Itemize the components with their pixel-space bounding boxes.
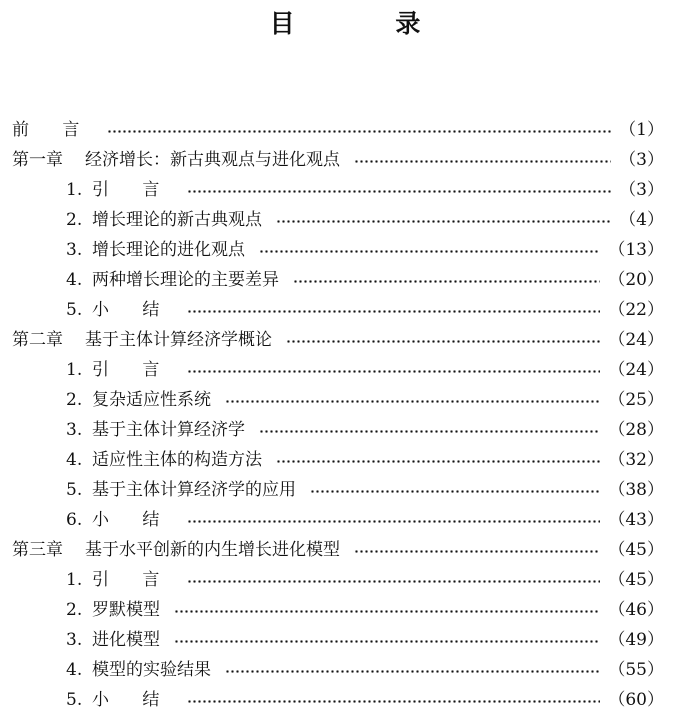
toc-row-section[interactable] bbox=[12, 447, 664, 473]
section-number: 2. bbox=[66, 600, 83, 620]
toc-label: 小 结 bbox=[92, 690, 174, 710]
dot-leader bbox=[107, 130, 611, 133]
toc-row-section[interactable] bbox=[12, 207, 664, 233]
toc-label: 前 言 bbox=[12, 120, 94, 140]
toc-row-chapter[interactable] bbox=[12, 327, 664, 353]
toc-label: 经济增长：新古典观点与进化观点 bbox=[85, 150, 340, 170]
toc-row-section[interactable] bbox=[12, 417, 664, 443]
dot-leader bbox=[174, 640, 600, 643]
section-number: 6. bbox=[66, 510, 83, 530]
toc-page-number: （1） bbox=[619, 120, 664, 140]
section-number: 1. bbox=[66, 180, 83, 200]
toc-label: 增长理论的进化观点 bbox=[92, 240, 245, 260]
toc-label: 小 结 bbox=[92, 510, 174, 530]
toc-page-number: （38） bbox=[608, 480, 664, 500]
toc-label: 基于主体计算经济学 bbox=[92, 420, 245, 440]
toc-row-section[interactable] bbox=[12, 177, 664, 203]
toc-page-number: （3） bbox=[619, 180, 664, 200]
toc-page-number: （25） bbox=[608, 390, 664, 410]
section-number: 5. bbox=[66, 480, 83, 500]
toc-page-number: （32） bbox=[608, 450, 664, 470]
toc-label: 增长理论的新古典观点 bbox=[92, 210, 262, 230]
toc-row-section[interactable] bbox=[12, 687, 664, 713]
section-number: 4. bbox=[66, 270, 83, 290]
toc-page-number: （4） bbox=[619, 210, 664, 230]
toc-page-number: （20） bbox=[608, 270, 664, 290]
section-number: 5. bbox=[66, 690, 83, 710]
toc-page-number: （46） bbox=[608, 600, 664, 620]
dot-leader bbox=[187, 700, 600, 703]
chapter-number: 第一章 bbox=[12, 150, 63, 170]
dot-leader bbox=[259, 430, 600, 433]
section-number: 2. bbox=[66, 390, 83, 410]
dot-leader bbox=[259, 250, 600, 253]
dot-leader bbox=[276, 460, 600, 463]
toc-label: 基于水平创新的内生增长进化模型 bbox=[85, 540, 340, 560]
toc-label: 进化模型 bbox=[92, 630, 160, 650]
toc-row-section[interactable] bbox=[12, 267, 664, 293]
toc-row-chapter[interactable] bbox=[12, 537, 664, 563]
toc-row-section[interactable] bbox=[12, 387, 664, 413]
dot-leader bbox=[354, 160, 611, 163]
toc-page-number: （60） bbox=[608, 690, 664, 710]
section-number: 1. bbox=[66, 360, 83, 380]
dot-leader bbox=[187, 370, 600, 373]
toc-label: 小 结 bbox=[92, 300, 174, 320]
toc-page-number: （13） bbox=[608, 240, 664, 260]
section-number: 4. bbox=[66, 450, 83, 470]
toc-label: 基于主体计算经济学的应用 bbox=[92, 480, 296, 500]
dot-leader bbox=[187, 310, 600, 313]
page-title: 目 录 bbox=[269, 9, 467, 38]
toc-label: 两种增长理论的主要差异 bbox=[92, 270, 279, 290]
toc-label: 复杂适应性系统 bbox=[92, 390, 211, 410]
toc-page-number: （28） bbox=[608, 420, 664, 440]
toc-page-number: （3） bbox=[619, 150, 664, 170]
dot-leader bbox=[276, 220, 611, 223]
toc-row-section[interactable] bbox=[12, 297, 664, 323]
toc-label: 适应性主体的构造方法 bbox=[92, 450, 262, 470]
dot-leader bbox=[225, 670, 600, 673]
section-number: 3. bbox=[66, 630, 83, 650]
toc-label: 罗默模型 bbox=[92, 600, 160, 620]
dot-leader bbox=[354, 550, 600, 553]
section-number: 3. bbox=[66, 420, 83, 440]
section-number: 5. bbox=[66, 300, 83, 320]
toc-row-section[interactable] bbox=[12, 627, 664, 653]
section-number: 1. bbox=[66, 570, 83, 590]
dot-leader bbox=[187, 520, 600, 523]
toc-page-number: （22） bbox=[608, 300, 664, 320]
toc-row-chapter[interactable] bbox=[12, 147, 664, 173]
dot-leader bbox=[286, 340, 600, 343]
toc-row-section[interactable] bbox=[12, 657, 664, 683]
toc-label: 引 言 bbox=[92, 180, 174, 200]
toc-label: 基于主体计算经济学概论 bbox=[85, 330, 272, 350]
chapter-number: 第二章 bbox=[12, 330, 63, 350]
dot-leader bbox=[310, 490, 600, 493]
toc-page-number: （45） bbox=[608, 540, 664, 560]
toc-label: 模型的实验结果 bbox=[92, 660, 211, 680]
dot-leader bbox=[174, 610, 600, 613]
dot-leader bbox=[187, 580, 600, 583]
toc-page-number: （43） bbox=[608, 510, 664, 530]
toc-label: 引 言 bbox=[92, 360, 174, 380]
toc-row-section[interactable] bbox=[12, 567, 664, 593]
toc-row-section[interactable] bbox=[12, 597, 664, 623]
toc-page-number: （24） bbox=[608, 330, 664, 350]
toc-page-number: （24） bbox=[608, 360, 664, 380]
dot-leader bbox=[187, 190, 611, 193]
dot-leader bbox=[225, 400, 600, 403]
toc-page-number: （55） bbox=[608, 660, 664, 680]
toc-page-number: （45） bbox=[608, 570, 664, 590]
section-number: 4. bbox=[66, 660, 83, 680]
toc-page-number: （49） bbox=[608, 630, 664, 650]
chapter-number: 第三章 bbox=[12, 540, 63, 560]
section-number: 2. bbox=[66, 210, 83, 230]
toc-row-preface[interactable] bbox=[12, 117, 664, 143]
toc-row-section[interactable] bbox=[12, 477, 664, 503]
toc-row-section[interactable] bbox=[12, 357, 664, 383]
section-number: 3. bbox=[66, 240, 83, 260]
dot-leader bbox=[293, 280, 600, 283]
toc-label: 引 言 bbox=[92, 570, 174, 590]
toc-row-section[interactable] bbox=[12, 507, 664, 533]
toc-row-section[interactable] bbox=[12, 237, 664, 263]
